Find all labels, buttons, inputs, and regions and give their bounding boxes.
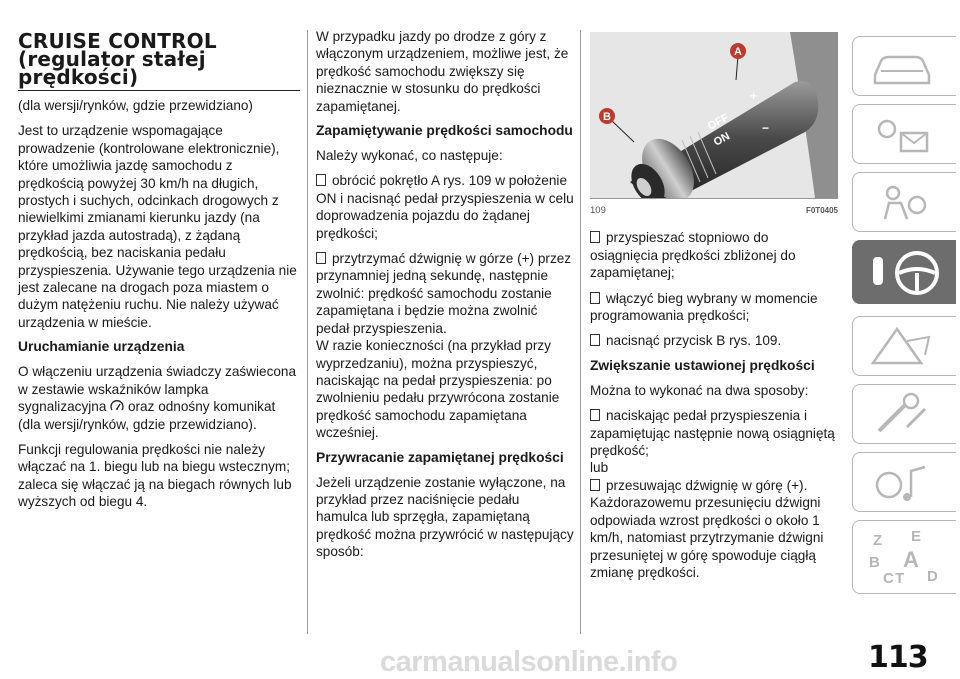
- letter-c: C: [883, 570, 894, 587]
- title-line-1: CRUISE CONTROL: [18, 29, 217, 53]
- list-item: obrócić pokrętło A rys. 109 w położenie ON i nacisnąć pedał przyspieszenia w celu doprowadzenia pojazdu do żądanej prędkości;: [316, 173, 574, 241]
- label-b: B: [603, 111, 611, 123]
- list-item: przesuwając dźwignię w górę (+).: [590, 477, 838, 494]
- heading-start: Uruchamianie urządzenia: [18, 339, 185, 355]
- restore-paragraph: Jeżeli urządzenie zostanie wyłączone, na przykład przez naciśnięcie pedału hamulca lub sprzęgła, zapamiętaną prędkość można przywrócić w następujący sposób:: [316, 474, 574, 560]
- heading-memorize: Zapamiętywanie prędkości samochodu: [316, 123, 573, 139]
- figure-caption: [590, 198, 838, 219]
- tab-driving[interactable]: [852, 240, 956, 304]
- checkbox-bullet-icon: [590, 479, 600, 491]
- checkbox-bullet-icon: [590, 334, 600, 346]
- warning-lights-icon: [867, 111, 937, 159]
- tab-safety[interactable]: [852, 172, 956, 232]
- letter-t: T: [895, 570, 905, 587]
- tab-maintenance[interactable]: [852, 384, 956, 444]
- label-minus: −: [762, 121, 770, 135]
- heading-increase: Zwiększanie ustawionej prędkości: [590, 357, 815, 373]
- label-on: ON: [711, 130, 732, 149]
- wrench-icon: [867, 391, 937, 439]
- tab-emergency[interactable]: [852, 316, 956, 376]
- label-a: A: [734, 46, 742, 58]
- checkbox-bullet-icon: [316, 252, 326, 264]
- warning-triangle-icon: [867, 323, 937, 371]
- page-number: 113: [868, 640, 928, 675]
- list-item: nacisnąć przycisk B rys. 109.: [590, 332, 838, 349]
- checkbox-bullet-icon: [590, 231, 600, 243]
- tab-multimedia[interactable]: [852, 452, 956, 512]
- label-off: OFF: [705, 111, 731, 133]
- checkbox-bullet-icon: [590, 292, 600, 304]
- column-3: [590, 32, 838, 589]
- downhill-paragraph: W przypadku jazdy po drodze z góry z włączonym urządzeniem, możliwe jest, że prędkość samochodu zwiększy się nieznacznie w stosunku do prędkości zapamiętanej.: [316, 29, 569, 114]
- watermark-text: carmanualsonline.info: [380, 646, 678, 678]
- overtake-paragraph: W razie konieczności (na przykład przy wyprzedzaniu), można przyspieszyć, naciskając na pedał przyspieszenia: po zwolnieniu pedału przywrócona zostanie prędkość samochodu zapamiętana wcześniej.: [316, 338, 560, 441]
- letter-b: B: [869, 554, 880, 571]
- list-item: naciskając pedał przyspieszenia i zapamiętując następnie nową osiągniętą prędkość;: [590, 408, 835, 459]
- heading-restore: Przywracanie zapamiętanej prędkości: [316, 449, 564, 465]
- chapter-sidebar: [852, 32, 960, 630]
- checkbox-bullet-icon: [316, 174, 326, 186]
- title-underline: [18, 90, 300, 91]
- letter-e: E: [911, 528, 922, 545]
- index-letters-icon: [867, 527, 947, 587]
- tab-warning-lights[interactable]: [852, 104, 956, 164]
- gear-paragraph: Funkcji regulowania prędkości nie należy włączać na 1. biegu lub na biegu wstecznym; zaleca się włączać ją na biegach równych lub wyższych od biegu 4.: [18, 441, 292, 510]
- title-line-2: (regulator stałej: [18, 47, 206, 71]
- column-1: [18, 28, 300, 519]
- column-divider-2: [580, 30, 581, 634]
- steering-wheel-icon: [867, 247, 947, 297]
- column-divider-1: [307, 30, 308, 634]
- increase-intro: Można to wykonać na dwa sposoby:: [590, 382, 809, 398]
- cruise-indicator-icon: [110, 400, 124, 412]
- tab-car[interactable]: [852, 36, 956, 96]
- steps-intro: Należy wykonać, co następuje:: [316, 148, 503, 164]
- letter-z: Z: [873, 532, 883, 549]
- checkbox-bullet-icon: [590, 409, 600, 421]
- title-line-3: prędkości): [18, 65, 139, 89]
- letter-d: D: [927, 568, 938, 585]
- label-plus: +: [750, 89, 758, 103]
- list-item: przyspieszać stopniowo do osiągnięcia prędkości zbliżonej do zapamiętanej;: [590, 230, 796, 281]
- start-paragraph: O włączeniu urządzenia świadczy zaświecona w zestawie wskaźników lampka sygnalizacyjna oraz odnośny komunikat (dla wersji/rynków, gdzie przewidziano).: [18, 364, 297, 432]
- page-title: [18, 29, 300, 89]
- list-item: włączyć bieg wybrany w momencie programowania prędkości;: [590, 290, 818, 324]
- intro-note: (dla wersji/rynków, gdzie przewidziano): [18, 98, 253, 113]
- tab-index[interactable]: [852, 520, 956, 594]
- column-2: [316, 28, 574, 569]
- figure-code: F0T0405: [805, 206, 838, 215]
- car-icon: [867, 43, 937, 91]
- multimedia-icon: [867, 459, 937, 507]
- stalk-illustration: [590, 32, 838, 198]
- figure-number: 109: [590, 205, 606, 216]
- figure-cruise-stalk: [590, 32, 838, 198]
- letter-a: A: [903, 547, 919, 572]
- airbag-icon: [867, 179, 937, 227]
- or-text: lub: [590, 460, 609, 476]
- description-paragraph: Jest to urządzenie wspomagające prowadzenie (kontrolowane elektronicznie), które umożliwia jazdę samochodu z prędkością powyżej 30 km/h na długich, prostych i suchych, odcinkach drogowych z niewielkimi zmianami kierunku jazdy (na przykład jazda autostradą), z żądaną prędkością, bez naciskania pedału przyspieszenia. Używanie tego urządzenia nie jest zalecane na drogach poza miastem o dużym natężeniu ruchu. Nie należy używać urządzenia w mieście.: [18, 123, 297, 330]
- increase-paragraph: Każdorazowemu przesunięciu dźwigni odpowiada wzrost prędkości o około 1 km/h, natomiast przytrzymanie dźwigni przesuniętej w górę spowoduje ciągłą zmianę prędkości.: [590, 495, 824, 580]
- list-item: przytrzymać dźwignię w górze (+) przez przynamniej jedną sekundę, następnie zwolnić: prędkość samochodu zostanie zapamiętana i będzie można zwolnić pedał przyspieszenia.: [316, 251, 572, 336]
